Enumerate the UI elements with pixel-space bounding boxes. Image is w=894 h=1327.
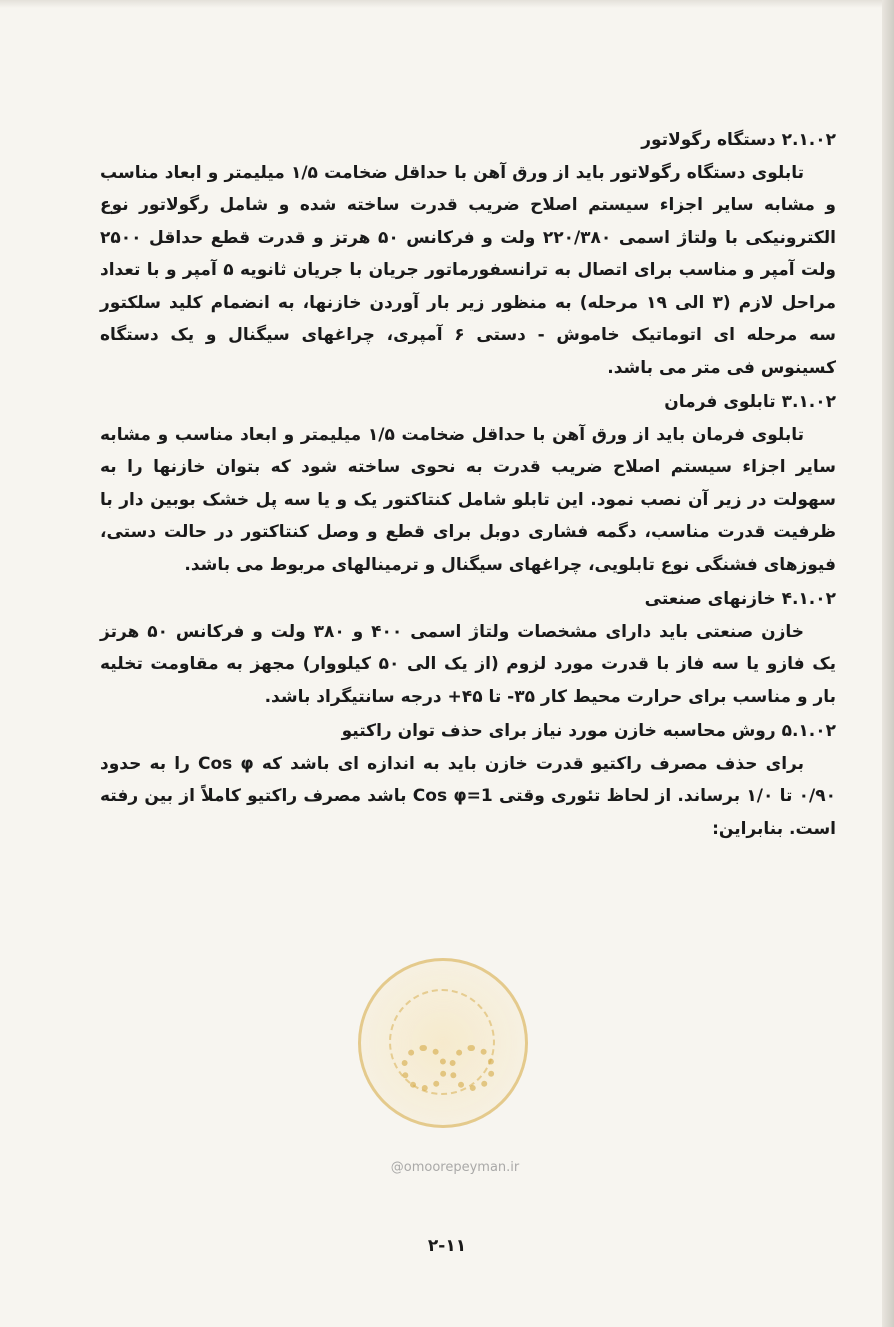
watermark-logo [358,958,528,1128]
section-paragraph-capacitor-calculation: برای حذف مصرف راکتیو قدرت خازن باید به اندازه ای باشد که Cos φ را به حدود ۰/۹۰ تا ۱/۰ برساند. از لحاظ تئوری وقتی Cos φ=1 باشد مصرف راکتیو کاملاً از بین رفته است. بنابراین: [100,753,836,839]
page-binding-edge [882,0,894,1327]
gear-icon [449,1045,495,1091]
section-paragraph-control-panel: تابلوی فرمان باید از ورق آهن با حداقل ضخامت ۱/۵ میلیمتر و ابعاد مناسب و مشابه سایر اجزاء سیستم اصلاح ضریب قدرت به نحوی ساخته شود که بتوان خازنها را به سهولت در زیر آن نصب نمود. این تابلو شامل کنتاکتور یک و یا سه پل خشک بوبین دار با ظرفیت قدرت مناسب، دگمه فشاری دوبل برای قطع و وصل کنتاکتور در حالت دستی، فیوزهای فشنگی نوع تابلویی، چراغهای سیگنال و ترمینالهای مربوط می باشد. [100,424,836,575]
section-heading-control-panel: ۳.۱.۰۲ تابلوی فرمان [664,392,836,412]
section-paragraph-industrial-capacitors: خازن صنعتی باید دارای مشخصات ولتاژ اسمی ۴۰۰ و ۳۸۰ ولت و فرکانس ۵۰ هرتز یک فازو یا سه فاز با قدرت مورد لزوم (از یک الی ۵۰ کیلووار) مجهز به مقاومت تخلیه بار و مناسب برای حرارت محیط کار ۳۵- تا ۴۵+ درجه سانتیگراد باشد. [100,621,837,707]
section-heading-capacitor-calculation: ۵.۱.۰۲ روش محاسبه خازن مورد نیاز برای حذف توان راکتیو [341,721,836,741]
section-heading-industrial-capacitors: ۴.۱.۰۲ خازنهای صنعتی [644,589,836,609]
section-paragraph-regulator: تابلوی دستگاه رگولاتور باید از ورق آهن با حداقل ضخامت ۱/۵ میلیمتر و ابعاد مناسب و مشابه سایر اجزاء سیستم اصلاح ضریب قدرت ساخته شده و شامل رگولاتور نوع الکترونیکی با ولتاژ اسمی ۲۲۰/۳۸۰ ولت و فرکانس ۵۰ هرتز و قدرت قطع حداقل ۲۵۰۰ ولت آمپر و مناسب برای اتصال به ترانسفورماتور جریان با جریان ثانویه ۵ آمپر و با تعداد مراحل لازم (۳ الی ۱۹ مرحله) به منظور زیر بار آوردن خازنها، به انضمام کلید سلکتور سه مرحله ای اتوماتیک خاموش - دستی ۶ آمپری، چراغهای سیگنال و یک دستگاه کسینوس فی متر می باشد. [100,162,837,378]
section-heading-regulator: ۲.۱.۰۲ دستگاه رگولاتور [641,130,836,150]
document-body [100,124,836,845]
scan-edge [0,0,894,8]
gear-icon [401,1045,447,1091]
page-number: ۲-۱۱ [427,1236,467,1256]
watermark-url: @omoorepeyman.ir [390,1160,520,1175]
